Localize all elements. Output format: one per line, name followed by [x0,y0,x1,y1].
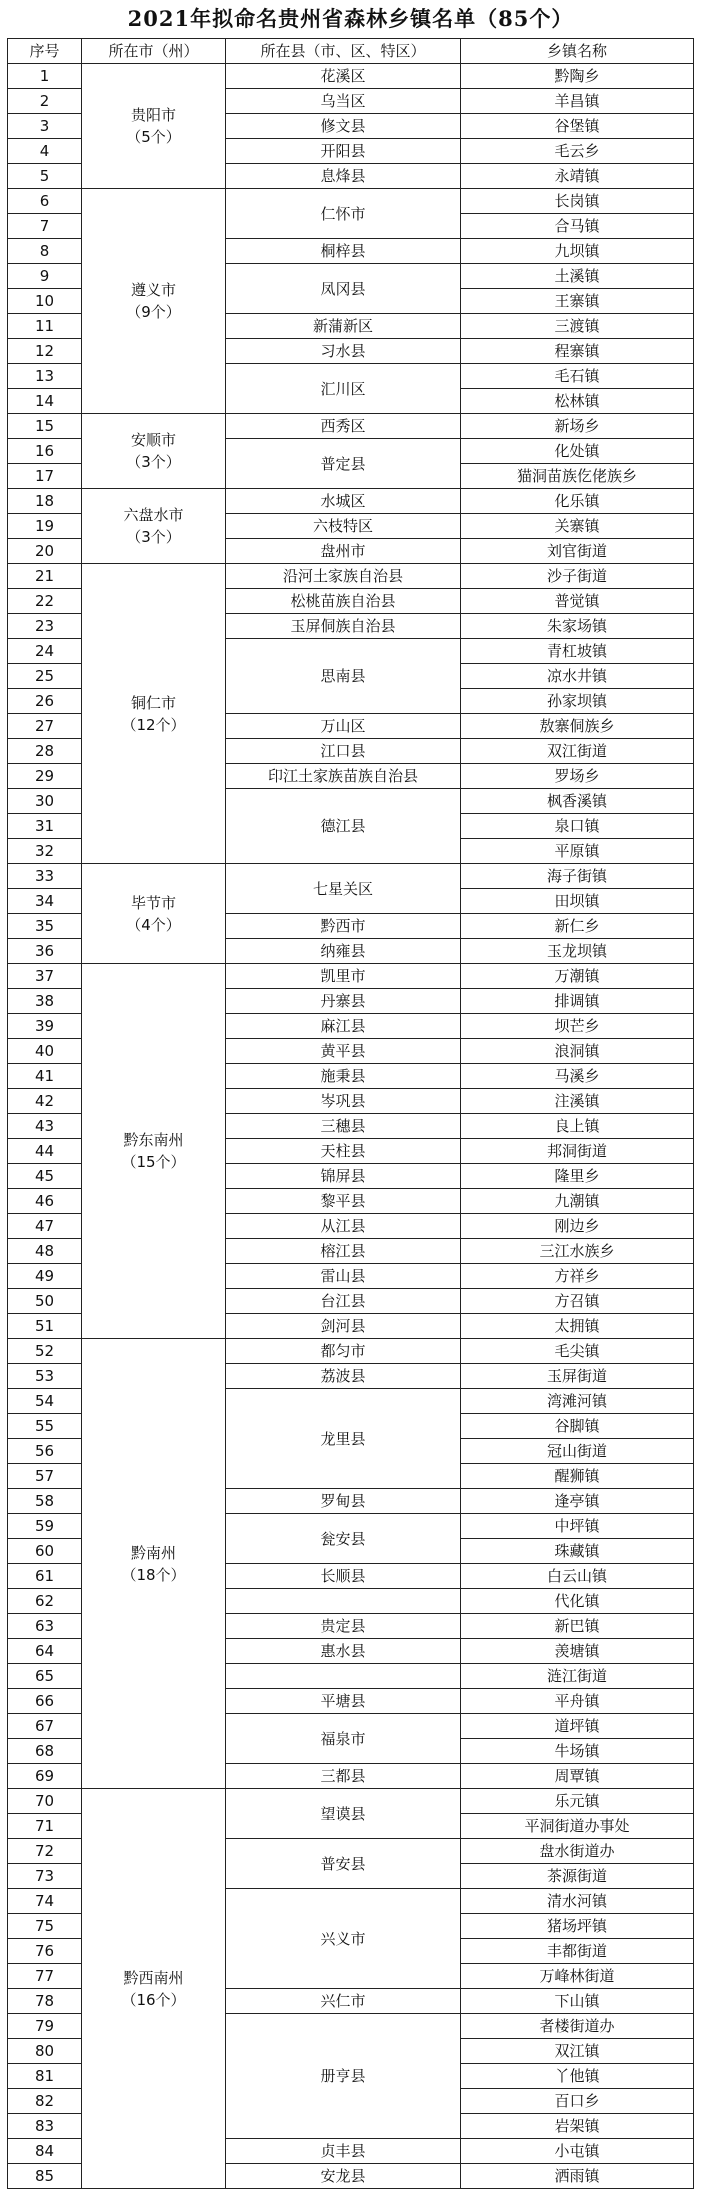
row-seq: 21 [8,564,82,589]
county-cell: 锦屏县 [226,1164,461,1189]
town-cell: 乐元镇 [461,1789,694,1814]
city-cell [82,564,226,864]
county-cell: 凯里市 [226,964,461,989]
row-seq: 56 [8,1439,82,1464]
county-cell: 江口县 [226,739,461,764]
row-seq: 67 [8,1714,82,1739]
town-cell: 田坝镇 [461,889,694,914]
town-cell: 羊昌镇 [461,89,694,114]
county-cell: 息烽县 [226,164,461,189]
city-name: 遵义市 [130,281,176,299]
row-seq: 16 [8,439,82,464]
town-cell: 王寨镇 [461,289,694,314]
town-cell: 玉屏街道 [461,1364,694,1389]
row-seq: 61 [8,1564,82,1589]
row-seq: 55 [8,1414,82,1439]
row-seq: 52 [8,1339,82,1364]
row-seq: 3 [8,114,82,139]
town-cell: 茶源街道 [461,1864,694,1889]
table-row [8,564,694,589]
town-cell: 化乐镇 [461,489,694,514]
row-seq: 84 [8,2139,82,2164]
row-seq: 69 [8,1764,82,1789]
county-cell [226,1664,461,1689]
county-cell: 六枝特区 [226,514,461,539]
row-seq: 42 [8,1089,82,1114]
row-seq: 18 [8,489,82,514]
row-seq: 39 [8,1014,82,1039]
row-seq: 53 [8,1364,82,1389]
row-seq: 9 [8,264,82,289]
table-row [8,489,694,514]
town-cell: 猪场坪镇 [461,1914,694,1939]
town-cell: 海子街镇 [461,864,694,889]
city-count: （16个） [121,1990,186,2009]
row-seq: 85 [8,2164,82,2189]
town-cell: 化处镇 [461,439,694,464]
row-seq: 12 [8,339,82,364]
town-cell: 洒雨镇 [461,2164,694,2189]
town-cell: 猫洞苗族仡佬族乡 [461,464,694,489]
town-cell: 双江街道 [461,739,694,764]
row-seq: 48 [8,1239,82,1264]
town-cell: 普觉镇 [461,589,694,614]
town-cell: 三渡镇 [461,314,694,339]
row-seq: 54 [8,1389,82,1414]
city-cell [82,189,226,414]
row-seq: 76 [8,1939,82,1964]
row-seq: 47 [8,1214,82,1239]
row-seq: 2 [8,89,82,114]
town-cell: 长岗镇 [461,189,694,214]
town-cell: 隆里乡 [461,1164,694,1189]
township-table [7,38,694,2189]
county-cell [226,1589,461,1614]
county-cell: 天柱县 [226,1139,461,1164]
city-cell [82,489,226,564]
town-cell: 谷脚镇 [461,1414,694,1439]
row-seq: 82 [8,2089,82,2114]
table-row [8,1789,694,1814]
row-seq: 51 [8,1314,82,1339]
town-cell: 万峰林街道 [461,1964,694,1989]
header-county: 所在县（市、区、特区） [226,39,461,64]
town-cell: 永靖镇 [461,164,694,189]
county-cell: 黔西市 [226,914,461,939]
table-header-row [8,39,694,64]
row-seq: 15 [8,414,82,439]
row-seq: 66 [8,1689,82,1714]
town-cell: 醒狮镇 [461,1464,694,1489]
county-cell: 玉屏侗族自治县 [226,614,461,639]
county-cell: 德江县 [226,789,461,864]
row-seq: 60 [8,1539,82,1564]
row-seq: 79 [8,2014,82,2039]
row-seq: 37 [8,964,82,989]
county-cell: 盘州市 [226,539,461,564]
row-seq: 26 [8,689,82,714]
row-seq: 64 [8,1639,82,1664]
county-cell: 兴仁市 [226,1989,461,2014]
table-row [8,864,694,889]
county-cell: 都匀市 [226,1339,461,1364]
county-cell: 雷山县 [226,1264,461,1289]
row-seq: 25 [8,664,82,689]
county-cell: 凤冈县 [226,264,461,314]
town-cell: 敖寨侗族乡 [461,714,694,739]
county-cell: 贵定县 [226,1614,461,1639]
town-cell: 关寨镇 [461,514,694,539]
city-cell [82,64,226,189]
row-seq: 83 [8,2114,82,2139]
town-cell: 松林镇 [461,389,694,414]
town-cell: 白云山镇 [461,1564,694,1589]
city-cell [82,1339,226,1789]
town-cell: 刘官街道 [461,539,694,564]
county-cell: 岑巩县 [226,1089,461,1114]
row-seq: 46 [8,1189,82,1214]
city-count: （3个） [126,453,181,471]
county-cell: 丹寨县 [226,989,461,1014]
town-cell: 九潮镇 [461,1189,694,1214]
town-cell: 注溪镇 [461,1089,694,1114]
row-seq: 62 [8,1589,82,1614]
row-seq: 31 [8,814,82,839]
row-seq: 59 [8,1514,82,1539]
town-cell: 方祥乡 [461,1264,694,1289]
town-cell: 逢亭镇 [461,1489,694,1514]
county-cell: 黄平县 [226,1039,461,1064]
header-town: 乡镇名称 [461,39,694,64]
town-cell: 万潮镇 [461,964,694,989]
town-cell: 下山镇 [461,1989,694,2014]
county-cell: 三穗县 [226,1114,461,1139]
town-cell: 牛场镇 [461,1739,694,1764]
county-cell: 七星关区 [226,864,461,914]
row-seq: 32 [8,839,82,864]
county-cell: 册亨县 [226,2014,461,2139]
row-seq: 77 [8,1964,82,1989]
row-seq: 50 [8,1289,82,1314]
row-seq: 24 [8,639,82,664]
town-cell: 百口乡 [461,2089,694,2114]
town-cell: 三江水族乡 [461,1239,694,1264]
county-cell: 龙里县 [226,1389,461,1489]
table-row [8,1339,694,1364]
row-seq: 43 [8,1114,82,1139]
county-cell: 安龙县 [226,2164,461,2189]
row-seq: 28 [8,739,82,764]
city-name: 铜仁市 [130,693,176,712]
city-name: 安顺市 [130,431,176,449]
row-seq: 5 [8,164,82,189]
row-seq: 78 [8,1989,82,2014]
page-title: 2021年拟命名贵州省森林乡镇名单（85个） [127,6,574,31]
county-cell: 麻江县 [226,1014,461,1039]
town-cell: 凉水井镇 [461,664,694,689]
town-cell: 代化镇 [461,1589,694,1614]
town-cell: 毛尖镇 [461,1339,694,1364]
town-cell: 者楼街道办 [461,2014,694,2039]
town-cell: 土溪镇 [461,264,694,289]
town-cell: 九坝镇 [461,239,694,264]
county-cell: 纳雍县 [226,939,461,964]
city-count: （12个） [121,715,186,734]
county-cell: 西秀区 [226,414,461,439]
row-seq: 17 [8,464,82,489]
row-seq: 80 [8,2039,82,2064]
town-cell: 刚边乡 [461,1214,694,1239]
county-cell: 平塘县 [226,1689,461,1714]
row-seq: 49 [8,1264,82,1289]
row-seq: 27 [8,714,82,739]
town-cell: 平舟镇 [461,1689,694,1714]
county-cell: 沿河土家族自治县 [226,564,461,589]
row-seq: 81 [8,2064,82,2089]
county-cell: 开阳县 [226,139,461,164]
city-cell [82,864,226,964]
town-cell: 坝芒乡 [461,1014,694,1039]
row-seq: 33 [8,864,82,889]
town-cell: 平原镇 [461,839,694,864]
town-cell: 谷堡镇 [461,114,694,139]
row-seq: 75 [8,1914,82,1939]
row-seq: 70 [8,1789,82,1814]
town-cell: 黔陶乡 [461,64,694,89]
row-seq: 22 [8,589,82,614]
county-cell: 普定县 [226,439,461,489]
county-cell: 剑河县 [226,1314,461,1339]
row-seq: 73 [8,1864,82,1889]
town-cell: 青杠坡镇 [461,639,694,664]
town-cell: 清水河镇 [461,1889,694,1914]
town-cell: 平洞街道办事处 [461,1814,694,1839]
row-seq: 58 [8,1489,82,1514]
city-cell [82,964,226,1339]
table-row [8,964,694,989]
town-cell: 孙家坝镇 [461,689,694,714]
row-seq: 11 [8,314,82,339]
town-cell: 排调镇 [461,989,694,1014]
row-seq: 68 [8,1739,82,1764]
row-seq: 63 [8,1614,82,1639]
county-cell: 惠水县 [226,1639,461,1664]
town-cell: 泉口镇 [461,814,694,839]
city-name: 毕节市 [130,893,176,912]
row-seq: 36 [8,939,82,964]
town-cell: 合马镇 [461,214,694,239]
county-cell: 普安县 [226,1839,461,1889]
town-cell: 中坪镇 [461,1514,694,1539]
county-cell: 习水县 [226,339,461,364]
row-seq: 4 [8,139,82,164]
town-cell: 道坪镇 [461,1714,694,1739]
row-seq: 72 [8,1839,82,1864]
county-cell: 修文县 [226,114,461,139]
row-seq: 10 [8,289,82,314]
row-seq: 41 [8,1064,82,1089]
county-cell: 从江县 [226,1214,461,1239]
row-seq: 14 [8,389,82,414]
row-seq: 40 [8,1039,82,1064]
city-count: （5个） [126,128,181,146]
county-cell: 花溪区 [226,64,461,89]
row-seq: 30 [8,789,82,814]
town-cell: 新巴镇 [461,1614,694,1639]
city-cell [82,414,226,489]
county-cell: 兴义市 [226,1889,461,1989]
town-cell: 小屯镇 [461,2139,694,2164]
town-cell: 枫香溪镇 [461,789,694,814]
town-cell: 沙子街道 [461,564,694,589]
county-cell: 瓮安县 [226,1514,461,1564]
city-count: （15个） [121,1153,186,1171]
row-seq: 20 [8,539,82,564]
city-name: 黔南州 [130,1543,176,1562]
city-name: 六盘水市 [123,506,184,524]
table-row [8,64,694,89]
city-cell [82,1789,226,2189]
town-cell: 良上镇 [461,1114,694,1139]
row-seq: 71 [8,1814,82,1839]
town-cell: 双江镇 [461,2039,694,2064]
county-cell: 罗甸县 [226,1489,461,1514]
row-seq: 74 [8,1889,82,1914]
row-seq: 44 [8,1139,82,1164]
city-count: （18个） [121,1565,186,1584]
county-cell: 思南县 [226,639,461,714]
city-count: （3个） [126,528,181,546]
header-city: 所在市（州） [82,39,226,64]
city-count: （4个） [126,915,181,934]
town-cell: 涟江街道 [461,1664,694,1689]
town-cell: 毛石镇 [461,364,694,389]
town-cell: 罗场乡 [461,764,694,789]
town-cell: 玉龙坝镇 [461,939,694,964]
county-cell: 汇川区 [226,364,461,414]
city-name: 黔西南州 [123,1968,184,1987]
town-cell: 丫他镇 [461,2064,694,2089]
row-seq: 13 [8,364,82,389]
county-cell: 万山区 [226,714,461,739]
town-cell: 冠山街道 [461,1439,694,1464]
town-cell: 毛云乡 [461,139,694,164]
town-cell: 丰都街道 [461,1939,694,1964]
county-cell: 长顺县 [226,1564,461,1589]
town-cell: 程寨镇 [461,339,694,364]
town-cell: 岩架镇 [461,2114,694,2139]
row-seq: 35 [8,914,82,939]
city-name: 黔东南州 [123,1131,184,1149]
row-seq: 57 [8,1464,82,1489]
county-cell: 贞丰县 [226,2139,461,2164]
town-cell: 邦洞街道 [461,1139,694,1164]
row-seq: 8 [8,239,82,264]
town-cell: 周覃镇 [461,1764,694,1789]
town-cell: 太拥镇 [461,1314,694,1339]
table-row [8,414,694,439]
table-body [8,64,694,2189]
town-cell: 方召镇 [461,1289,694,1314]
county-cell: 新蒲新区 [226,314,461,339]
row-seq: 19 [8,514,82,539]
town-cell: 羡塘镇 [461,1639,694,1664]
town-cell: 马溪乡 [461,1064,694,1089]
county-cell: 施秉县 [226,1064,461,1089]
row-seq: 29 [8,764,82,789]
county-cell: 印江土家族苗族自治县 [226,764,461,789]
county-cell: 台江县 [226,1289,461,1314]
row-seq: 23 [8,614,82,639]
county-cell: 福泉市 [226,1714,461,1764]
county-cell: 榕江县 [226,1239,461,1264]
town-cell: 新仁乡 [461,914,694,939]
header-seq: 序号 [8,39,82,64]
county-cell: 水城区 [226,489,461,514]
city-count: （9个） [126,303,181,321]
row-seq: 1 [8,64,82,89]
county-cell: 望谟县 [226,1789,461,1839]
county-cell: 三都县 [226,1764,461,1789]
table-row [8,189,694,214]
town-cell: 新场乡 [461,414,694,439]
row-seq: 45 [8,1164,82,1189]
county-cell: 桐梓县 [226,239,461,264]
county-cell: 仁怀市 [226,189,461,239]
county-cell: 乌当区 [226,89,461,114]
row-seq: 34 [8,889,82,914]
row-seq: 6 [8,189,82,214]
town-cell: 盘水街道办 [461,1839,694,1864]
county-cell: 黎平县 [226,1189,461,1214]
town-cell: 朱家场镇 [461,614,694,639]
row-seq: 7 [8,214,82,239]
row-seq: 65 [8,1664,82,1689]
town-cell: 浪洞镇 [461,1039,694,1064]
town-cell: 珠藏镇 [461,1539,694,1564]
row-seq: 38 [8,989,82,1014]
town-cell: 湾滩河镇 [461,1389,694,1414]
county-cell: 松桃苗族自治县 [226,589,461,614]
county-cell: 荔波县 [226,1364,461,1389]
city-name: 贵阳市 [130,106,176,124]
